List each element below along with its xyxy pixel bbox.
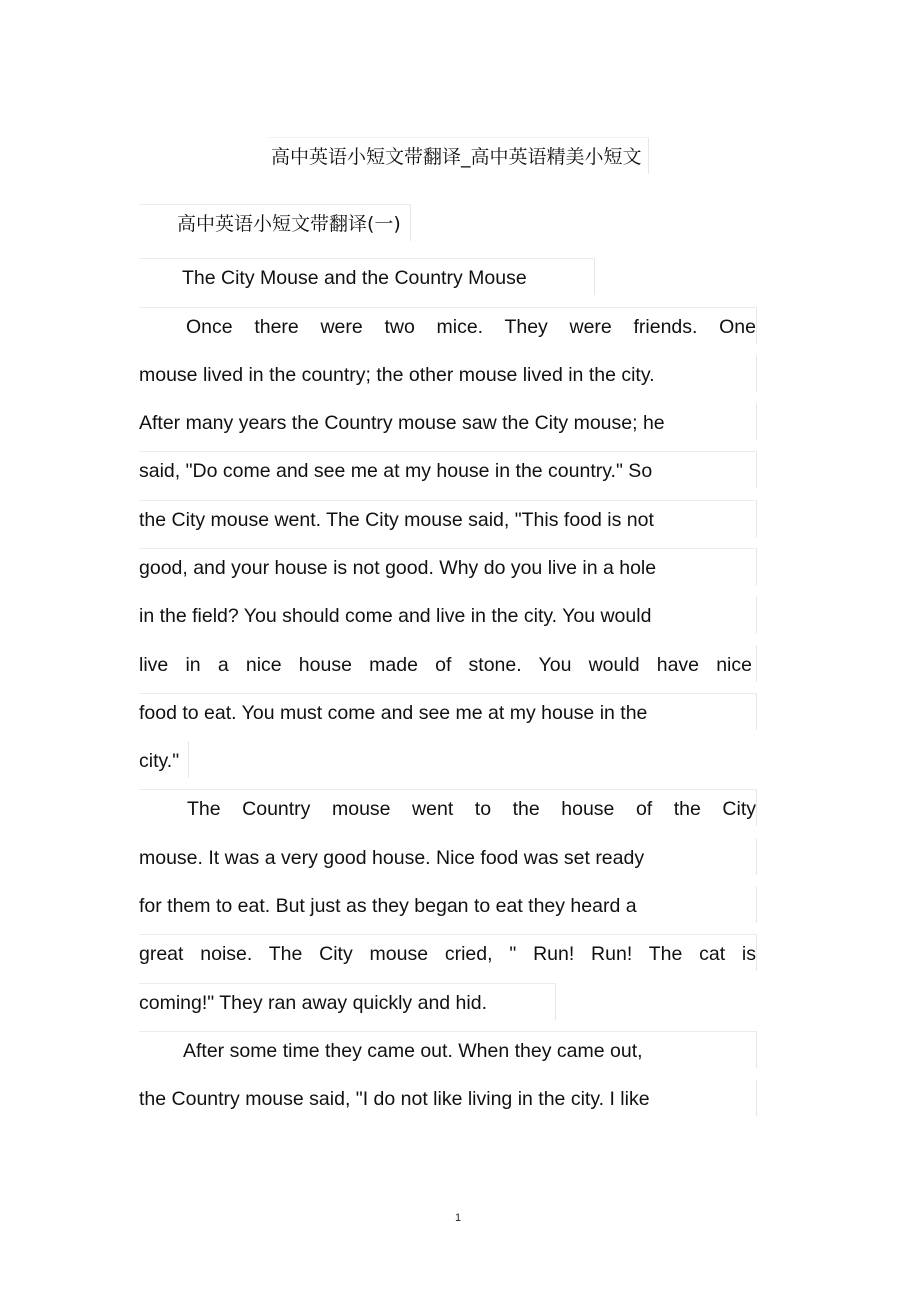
paragraph-line: in the field? You should come and live in the city. You would: [139, 596, 757, 633]
section-subtitle: [139, 204, 411, 241]
paragraph-line: great noise. The City mouse cried, " Run! Run! The cat is: [139, 934, 757, 971]
story-heading-text: The City Mouse and the Country Mouse: [182, 267, 527, 289]
paragraph-line: After many years the Country mouse saw the City mouse; he: [139, 403, 757, 440]
paragraph-line: the Country mouse said, "I do not like living in the city. I like: [139, 1079, 757, 1116]
document-title: [268, 137, 649, 174]
paragraph-line: the City mouse went. The City mouse said, "This food is not: [139, 500, 757, 537]
paragraph-line: good, and your house is not good. Why do you live in a hole: [139, 548, 757, 585]
paragraph-line: coming!" They ran away quickly and hid.: [139, 983, 556, 1020]
paragraph-line: food to eat. You must come and see me at my house in the: [139, 693, 757, 730]
paragraph-line: for them to eat. But just as they began to eat they heard a: [139, 886, 757, 923]
paragraph-line: Once there were two mice. They were friends. One: [139, 307, 757, 344]
page-number: 1: [455, 1212, 462, 1224]
paragraph-line: The Country mouse went to the house of the City: [139, 789, 757, 826]
paragraph-line: live in a nice house made of stone. You would have nice: [139, 645, 757, 682]
paragraph-line: city.": [139, 741, 189, 778]
paragraph-line: mouse lived in the country; the other mouse lived in the city.: [139, 355, 757, 392]
paragraph-line: said, "Do come and see me at my house in the country." So: [139, 451, 757, 488]
story-heading: [139, 258, 595, 295]
paragraph-line: After some time they came out. When they came out,: [139, 1031, 757, 1068]
document-title-text: 高中英语小短文带翻译_高中英语精美小短文: [271, 146, 642, 168]
paragraph-line: mouse. It was a very good house. Nice food was set ready: [139, 838, 757, 875]
section-subtitle-text: 高中英语小短文带翻译(一): [177, 213, 401, 235]
